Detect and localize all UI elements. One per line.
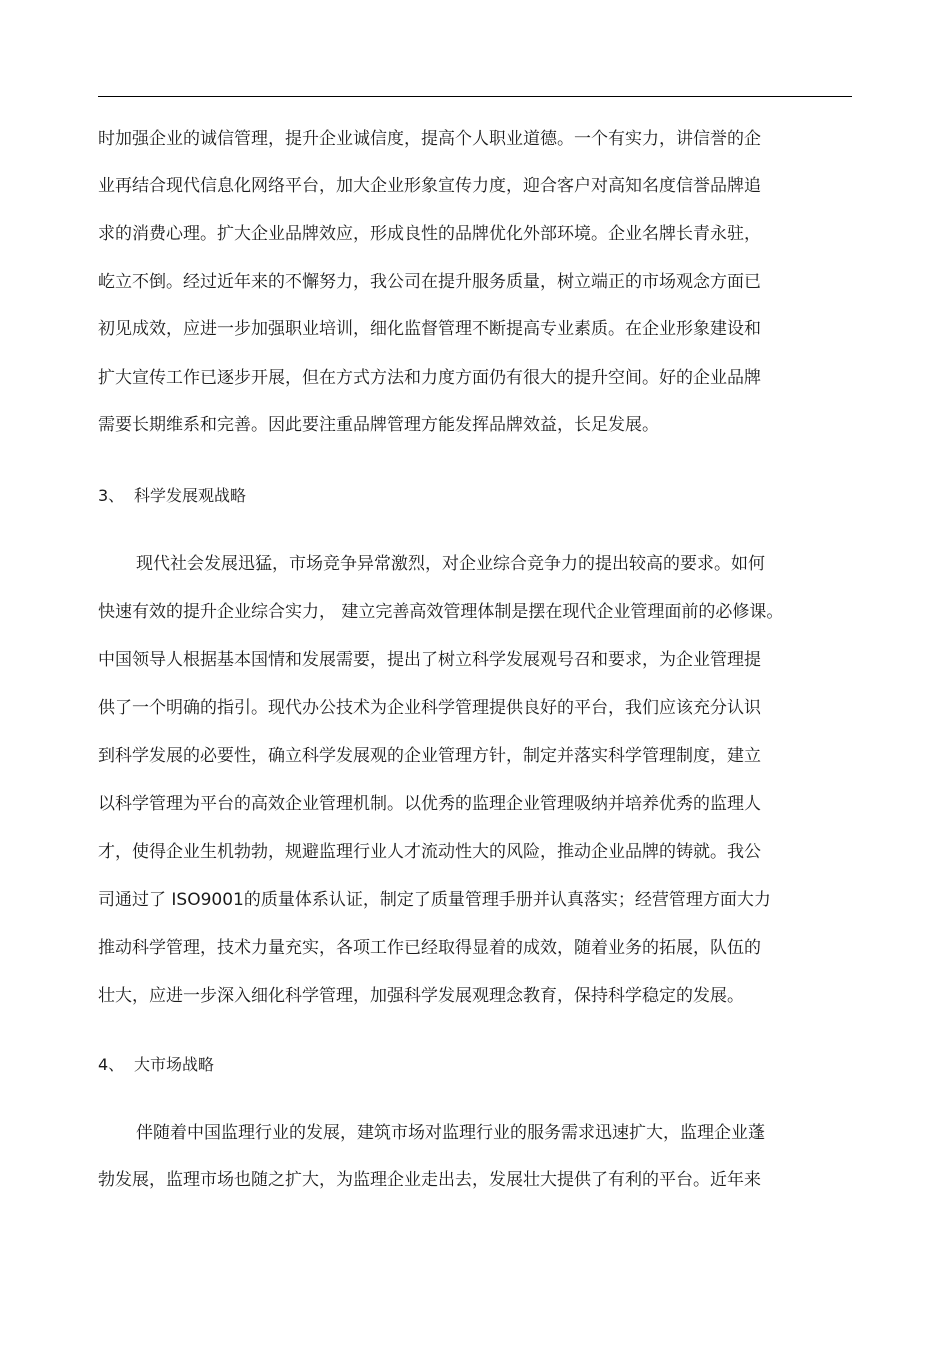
paragraph-line: 初见成效，应进一步加强职业培训，细化监督管理不断提高专业素质。在企业形象建设和 xyxy=(98,319,761,339)
paragraph-line: 壮大，应进一步深入细化科学管理，加强科学发展观理念教育，保持科学稳定的发展。 xyxy=(98,986,744,1006)
paragraph-line: 求的消费心理。扩大企业品牌效应，形成良性的品牌优化外部环境。企业名牌长青永驻， xyxy=(98,224,761,244)
paragraph-line: 中国领导人根据基本国情和发展需要，提出了树立科学发展观号召和要求，为企业管理提 xyxy=(98,650,761,670)
paragraph-line: 供了一个明确的指引。现代办公技术为企业科学管理提供良好的平台，我们应该充分认识 xyxy=(98,698,761,718)
paragraph-line: 到科学发展的必要性，确立科学发展观的企业管理方针，制定并落实科学管理制度，建立 xyxy=(98,746,761,766)
paragraph-line: 扩大宣传工作已逐步开展，但在方式方法和力度方面仍有很大的提升空间。好的企业品牌 xyxy=(98,368,761,388)
paragraph-line: 司通过了 ISO9001的质量体系认证，制定了质量管理手册并认真落实；经营管理方面大力 xyxy=(98,890,771,910)
paragraph-line: 勃发展，监理市场也随之扩大，为监理企业走出去，发展壮大提供了有利的平台。近年来 xyxy=(98,1170,761,1190)
header-rule xyxy=(98,96,852,97)
paragraph-line: 快速有效的提升企业综合实力， 建立完善高效管理体制是摆在现代企业管理面前的必修课。 xyxy=(98,602,784,622)
paragraph-line: 需要长期维系和完善。因此要注重品牌管理方能发挥品牌效益，长足发展。 xyxy=(98,415,659,435)
paragraph-line: 以科学管理为平台的高效企业管理机制。以优秀的监理企业管理吸纳并培养优秀的监理人 xyxy=(98,794,761,814)
paragraph-line: 推动科学管理，技术力量充实，各项工作已经取得显着的成效，随着业务的拓展，队伍的 xyxy=(98,938,761,958)
paragraph-line: 业再结合现代信息化网络平台，加大企业形象宣传力度，迎合客户对高知名度信誉品牌追 xyxy=(98,176,761,196)
section-3-title: 科学发展观战略 xyxy=(134,486,247,505)
section-3-number: 3、 xyxy=(98,486,125,505)
paragraph-line: 才，使得企业生机勃勃，规避监理行业人才流动性大的风险，推动企业品牌的铸就。我公 xyxy=(98,842,761,862)
section-4-number: 4、 xyxy=(98,1055,125,1074)
section-4-title: 大市场战略 xyxy=(134,1055,215,1074)
paragraph-line: 现代社会发展迅猛，市场竞争异常激烈，对企业综合竞争力的提出较高的要求。如何 xyxy=(136,554,765,574)
paragraph-line: 伴随着中国监理行业的发展，建筑市场对监理行业的服务需求迅速扩大，监理企业蓬 xyxy=(136,1123,765,1143)
paragraph-line: 屹立不倒。经过近年来的不懈努力，我公司在提升服务质量，树立端正的市场观念方面已 xyxy=(98,272,761,292)
paragraph-line: 时加强企业的诚信管理，提升企业诚信度，提高个人职业道德。一个有实力，讲信誉的企 xyxy=(98,129,761,149)
